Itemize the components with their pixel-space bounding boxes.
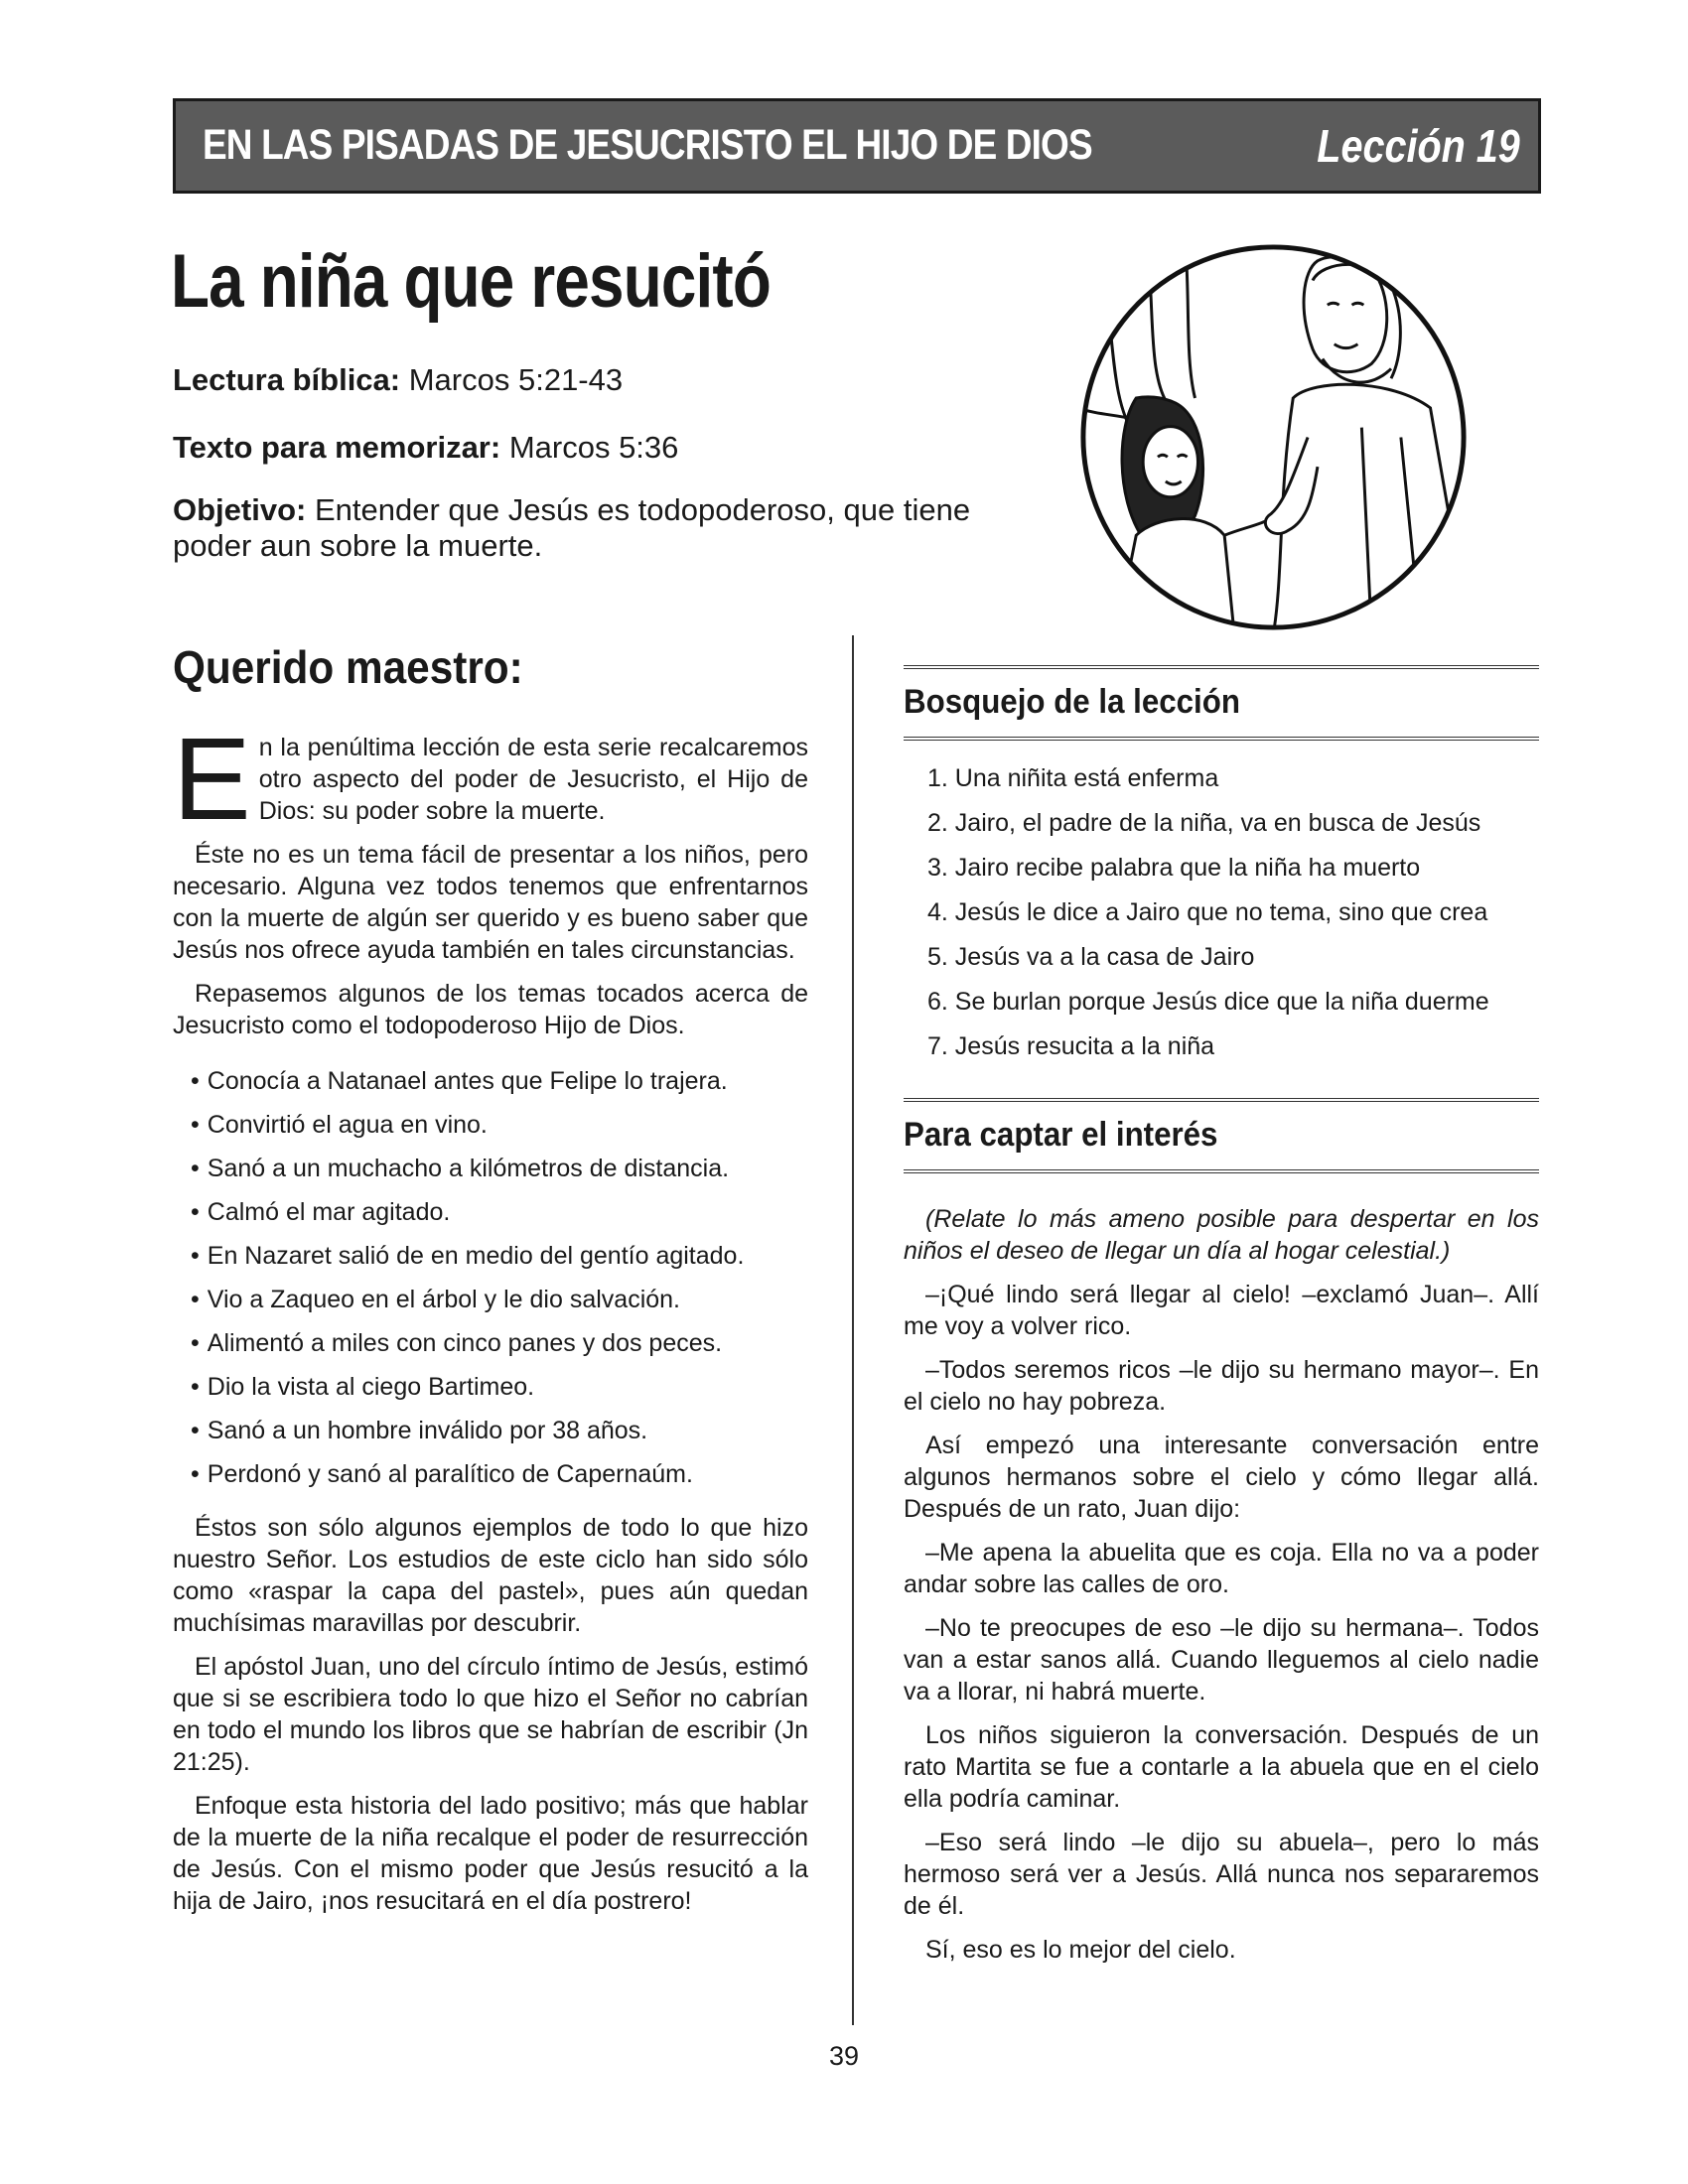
page-number: 39 xyxy=(828,2041,860,2071)
list-item: • Calmó el mar agitado. xyxy=(191,1196,808,1228)
list-item: • Vio a Zaqueo en el árbol y le dio salvación. xyxy=(191,1284,808,1315)
list-item: • Alimentó a miles con cinco panes y dos peces. xyxy=(191,1327,808,1359)
interest-heading xyxy=(904,1098,1539,1173)
list-item: 3. Jairo recibe palabra que la niña ha muerto xyxy=(927,854,1421,882)
miracles-list xyxy=(191,1065,808,1490)
teacher-letter-column xyxy=(173,640,808,1929)
story-paragraph: Así empezó una interesante conversación entre algunos hermanos sobre el cielo y cómo llegar allá. Después de un rato, Juan dijo: xyxy=(904,1432,1539,1523)
lesson-plan-column xyxy=(904,665,1539,1978)
series-header-bar xyxy=(173,98,1541,194)
objective-label: Objetivo: xyxy=(173,492,307,527)
reading-line xyxy=(173,362,623,398)
objective-line xyxy=(173,492,997,564)
story-paragraph: –Todos seremos ricos –le dijo su hermano mayor–. En el cielo no hay pobreza. xyxy=(904,1356,1539,1416)
reading-value: Marcos 5:21-43 xyxy=(408,362,624,397)
intro-text: n la penúltima lección de esta serie recalcaremos otro aspecto del poder de Jesucristo, el Hijo de Dios: su poder sobre la muerte. xyxy=(258,734,808,825)
list-item: • Dio la vista al ciego Bartimeo. xyxy=(191,1371,808,1403)
lesson-number-label: Lección 19 xyxy=(1317,120,1520,172)
lesson-title: La niña que resucitó xyxy=(171,239,771,324)
list-item: • Sanó a un hombre inválido por 38 años. xyxy=(191,1415,808,1446)
paragraph-5: Enfoque esta historia del lado positivo; más que hablar de la muerte de la niña recalque el poder de resurrección de Jesús. Con el mismo poder que Jesús resucitó a la hija de Jairo, ¡nos resucitará en el día postrero! xyxy=(173,1792,808,1915)
column-divider xyxy=(852,635,854,2025)
outline-heading xyxy=(904,665,1539,741)
list-item: • Conocía a Natanael antes que Felipe lo trajera. xyxy=(191,1065,808,1097)
list-item: • Perdonó y sanó al paralítico de Capernaúm. xyxy=(191,1458,808,1490)
list-item: • En Nazaret salió de en medio del gentío agitado. xyxy=(191,1240,808,1272)
interest-heading-text: Para captar el interés xyxy=(904,1116,1218,1154)
story-paragraph: Sí, eso es lo mejor del cielo. xyxy=(925,1936,1236,1964)
story-paragraph: Los niños siguieron la conversación. Después de un rato Martita se fue a contarle a la abuela que en el cielo ella podría caminar. xyxy=(904,1721,1539,1813)
paragraph-4: El apóstol Juan, uno del círculo íntimo de Jesús, estimó que si se escribiera todo lo que hizo el Señor no cabrían en todo el mundo los libros que se habrían de escribir (Jn 21:25). xyxy=(173,1653,808,1776)
teacher-letter-heading: Querido maestro: xyxy=(173,641,523,693)
outline-heading-text: Bosquejo de la lección xyxy=(904,683,1240,721)
instruction-note: (Relate lo más ameno posible para despertar en los niños el deseo de llegar un día al hogar celestial.) xyxy=(904,1205,1539,1265)
memorize-value: Marcos 5:36 xyxy=(508,430,679,465)
drop-cap: E xyxy=(173,714,251,845)
series-title: EN LAS PISADAS DE JESUCRISTO EL HIJO DE DIOS xyxy=(203,121,1092,169)
memorize-label: Texto para memorizar: xyxy=(173,430,501,465)
list-item: 2. Jairo, el padre de la niña, va en busca de Jesús xyxy=(927,809,1481,837)
list-item: • Sanó a un muchacho a kilómetros de distancia. xyxy=(191,1153,808,1184)
story-paragraph: –Me apena la abuelita que es coja. Ella no va a poder andar sobre las calles de oro. xyxy=(904,1539,1539,1598)
jesus-and-girl-illustration xyxy=(1077,241,1470,633)
story-paragraph: –No te preocupes de eso –le dijo su hermana–. Todos van a estar sanos allá. Cuando lleguemos al cielo nadie va a llorar, ni habrá muerte. xyxy=(904,1614,1539,1706)
list-item: 5. Jesús va a la casa de Jairo xyxy=(927,943,1255,971)
intro-paragraph xyxy=(173,714,808,845)
paragraph-1: Éste no es un tema fácil de presentar a los niños, pero necesario. Alguna vez todos tenemos que enfrentarnos con la muerte de algún ser querido y es bueno saber que Jesús nos ofrece ayuda también en tales circunstancias. xyxy=(173,841,808,964)
list-item: 7. Jesús resucita a la niña xyxy=(927,1032,1215,1060)
story-paragraph: –Eso será lindo –le dijo su abuela–, pero lo más hermoso será ver a Jesús. Allá nunca nos separaremos de él. xyxy=(904,1829,1539,1920)
list-item: • Convirtió el agua en vino. xyxy=(191,1109,808,1141)
reading-label: Lectura bíblica: xyxy=(173,362,401,397)
objective-value: Entender que Jesús es todopoderoso, que tiene poder aun sobre la muerte. xyxy=(173,492,971,563)
lesson-outline xyxy=(904,762,1539,1062)
paragraph-2: Repasemos algunos de los temas tocados acerca de Jesucristo como el todopoderoso Hijo de Dios. xyxy=(173,980,808,1039)
list-item: 6. Se burlan porque Jesús dice que la niña duerme xyxy=(927,988,1489,1016)
memorize-line xyxy=(173,430,678,466)
list-item: 1. Una niñita está enferma xyxy=(927,764,1219,792)
list-item: 4. Jesús le dice a Jairo que no tema, sino que crea xyxy=(927,898,1488,926)
paragraph-3: Éstos son sólo algunos ejemplos de todo lo que hizo nuestro Señor. Los estudios de este ciclo han sido sólo como «raspar la capa del pastel», pues aún quedan muchísimas maravillas por descubrir. xyxy=(173,1514,808,1637)
story-paragraph: –¡Qué lindo será llegar al cielo! –exclamó Juan–. Allí me voy a volver rico. xyxy=(904,1281,1539,1340)
